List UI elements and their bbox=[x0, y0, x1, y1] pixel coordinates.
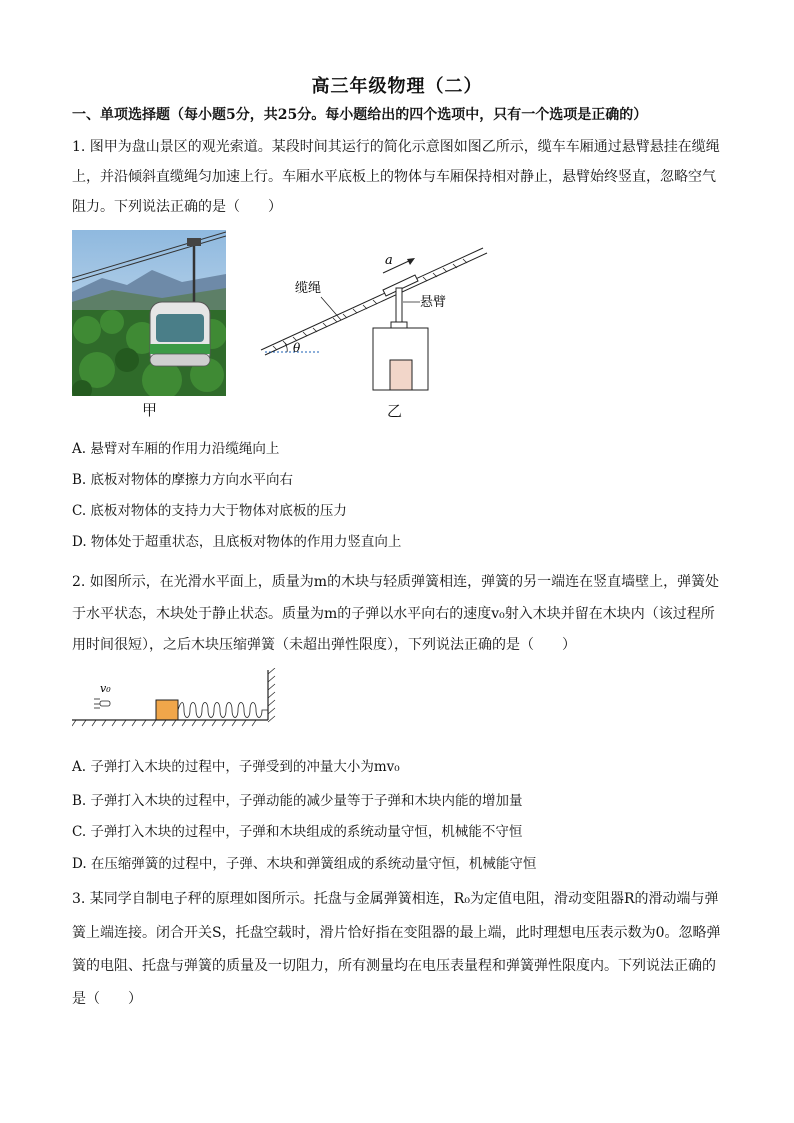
q1-option-c[interactable]: C. 底板对物体的支持力大于物体对底板的压力 bbox=[72, 503, 347, 519]
arm-label: 悬臂 bbox=[420, 295, 447, 310]
q1-line-2: 上，并沿倾斜直缆绳匀加速上行。车厢水平底板上的物体与车厢保持相对静止，悬臂始终竖直，忽略空气 bbox=[72, 169, 716, 185]
angle-label: θ bbox=[293, 341, 301, 355]
q2-option-a[interactable]: A. 子弹打入木块的过程中，子弹受到的冲量大小为mv₀ bbox=[72, 759, 400, 775]
bullet-block-spring-diagram bbox=[72, 668, 282, 730]
q3-line-4: 是（ ） bbox=[72, 991, 142, 1007]
cable-label: 缆绳 bbox=[295, 281, 322, 296]
page-title: 高三年级物理（二） bbox=[311, 76, 483, 97]
accel-label: a bbox=[385, 253, 393, 268]
q1-line-1: 1. 图甲为盘山景区的观光索道。某段时间其运行的简化示意图如图乙所示，缆车车厢通过悬臂悬挂在缆绳 bbox=[72, 139, 720, 155]
q1-option-a[interactable]: A. 悬臂对车厢的作用力沿缆绳向上 bbox=[72, 441, 280, 457]
q1-option-d[interactable]: D. 物体处于超重状态，且底板对物体的作用力竖直向上 bbox=[72, 534, 402, 550]
q2-line-1: 2. 如图所示，在光滑水平面上，质量为m的木块与轻质弹簧相连，弹簧的另一端连在竖直墙壁上，弹簧处 bbox=[72, 574, 720, 590]
q3-line-1: 3. 某同学自制电子秤的原理如图所示。托盘与金属弹簧相连，R₀为定值电阻，滑动变阻器R的滑动端与弹 bbox=[72, 891, 719, 907]
q1-option-b[interactable]: B. 底板对物体的摩擦力方向水平向右 bbox=[72, 472, 294, 488]
cable-car-diagram bbox=[255, 240, 490, 400]
v0-label: v₀ bbox=[100, 682, 111, 695]
q2-option-b[interactable]: B. 子弹打入木块的过程中，子弹动能的减少量等于子弹和木块内能的增加量 bbox=[72, 793, 523, 809]
cable-car-photo bbox=[72, 230, 226, 396]
q3-line-3: 簧的电阻、托盘与弹簧的质量及一切阻力，所有测量均在电压表量程和弹簧弹性限度内。下列说法正确的 bbox=[72, 958, 716, 974]
q2-line-3: 用时间很短），之后木块压缩弹簧（未超出弹性限度），下列说法正确的是（ ） bbox=[72, 637, 576, 653]
q1-line-3: 阻力。下列说法正确的是（ ） bbox=[72, 199, 282, 215]
figure-b-caption: 乙 bbox=[387, 402, 403, 420]
q2-line-2: 于水平状态，木块处于静止状态。质量为m的子弹以水平向右的速度v₀射入木块并留在木块内（该过程所 bbox=[72, 606, 715, 622]
q3-line-2: 簧上端连接。闭合开关S，托盘空载时，滑片恰好指在变阻器的最上端，此时理想电压表示数为0。忽略弹 bbox=[72, 925, 721, 941]
q2-option-c[interactable]: C. 子弹打入木块的过程中，子弹和木块组成的系统动量守恒，机械能不守恒 bbox=[72, 824, 523, 840]
section-heading: 一、单项选择题（每小题5分，共25分。每小题给出的四个选项中，只有一个选项是正确的） bbox=[72, 107, 648, 123]
q2-option-d[interactable]: D. 在压缩弹簧的过程中，子弹、木块和弹簧组成的系统动量守恒，机械能守恒 bbox=[72, 856, 537, 872]
figure-a-caption: 甲 bbox=[142, 401, 158, 419]
